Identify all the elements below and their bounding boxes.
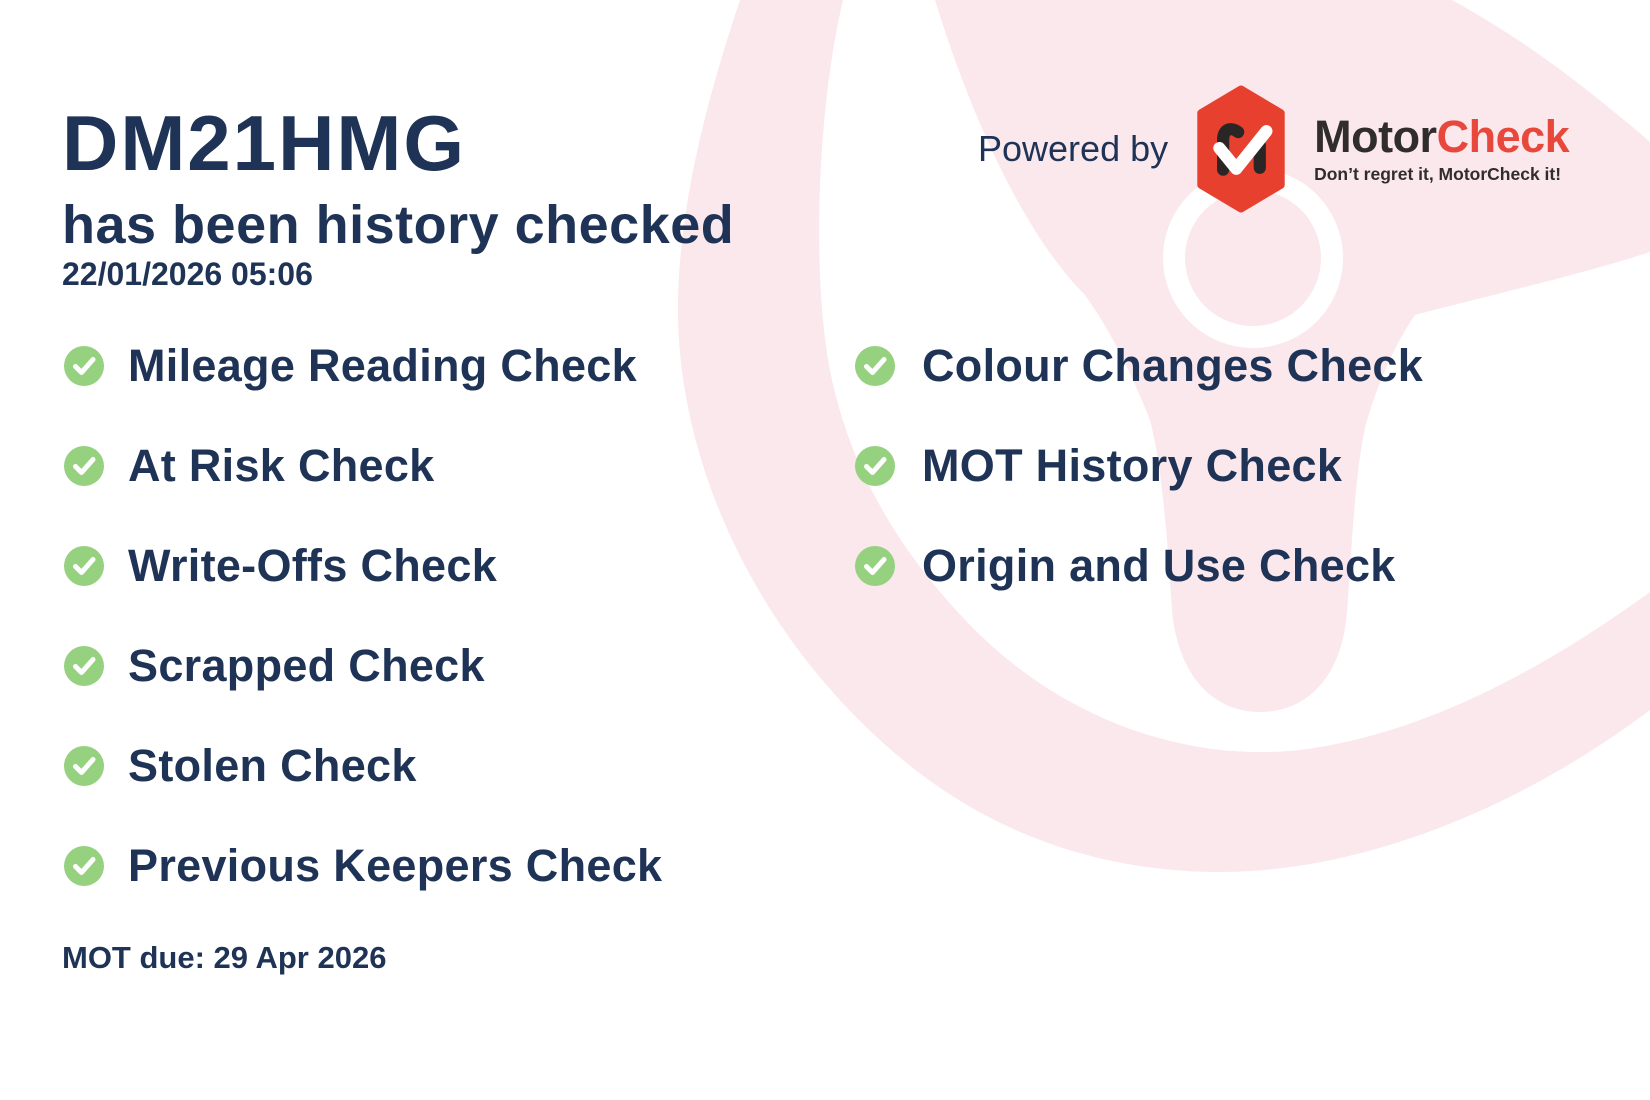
check-item-label: Previous Keepers Check [128, 840, 663, 891]
check-item [64, 316, 662, 416]
brand-name-motor: Motor [1314, 110, 1437, 162]
check-item [855, 316, 1423, 416]
check-circle-icon [64, 446, 104, 486]
check-item [855, 516, 1423, 616]
brand-name-check: Check [1436, 110, 1570, 162]
check-item-label: MOT History Check [922, 440, 1343, 491]
branding-block [978, 84, 1569, 214]
brand-text [1314, 110, 1570, 185]
check-circle-icon [64, 346, 104, 386]
check-circle-icon [64, 746, 104, 786]
check-circle-icon [64, 646, 104, 686]
brand-tagline: Don’t regret it, MotorCheck it! [1314, 163, 1562, 184]
check-item-label: Stolen Check [128, 740, 417, 791]
check-item [855, 416, 1423, 516]
check-circle-icon [64, 846, 104, 886]
mot-due-label: MOT due: 29 Apr 2026 [62, 940, 387, 975]
check-item [64, 716, 662, 816]
check-item [64, 516, 662, 616]
check-item [64, 816, 662, 916]
motorcheck-hexagon-check-icon [1194, 85, 1288, 213]
check-item-label: Write-Offs Check [128, 540, 498, 591]
check-circle-icon [855, 346, 895, 386]
brand-name [1314, 110, 1570, 162]
check-item-label: Colour Changes Check [922, 340, 1424, 391]
check-item-label: Scrapped Check [128, 640, 485, 691]
check-circle-icon [855, 446, 895, 486]
powered-by-label: Powered by [978, 128, 1169, 169]
check-item [64, 416, 662, 516]
check-list-right [855, 316, 1423, 616]
check-item [64, 616, 662, 716]
check-circle-icon [855, 546, 895, 586]
registration-plate: DM21HMG [62, 99, 467, 187]
check-item-label: Origin and Use Check [922, 540, 1396, 591]
page-subtitle: has been history checked [62, 195, 735, 255]
check-list-left [64, 316, 662, 916]
check-item-label: At Risk Check [128, 440, 435, 491]
check-timestamp: 22/01/2026 05:06 [62, 256, 313, 292]
check-item-label: Mileage Reading Check [128, 340, 637, 391]
check-circle-icon [64, 546, 104, 586]
